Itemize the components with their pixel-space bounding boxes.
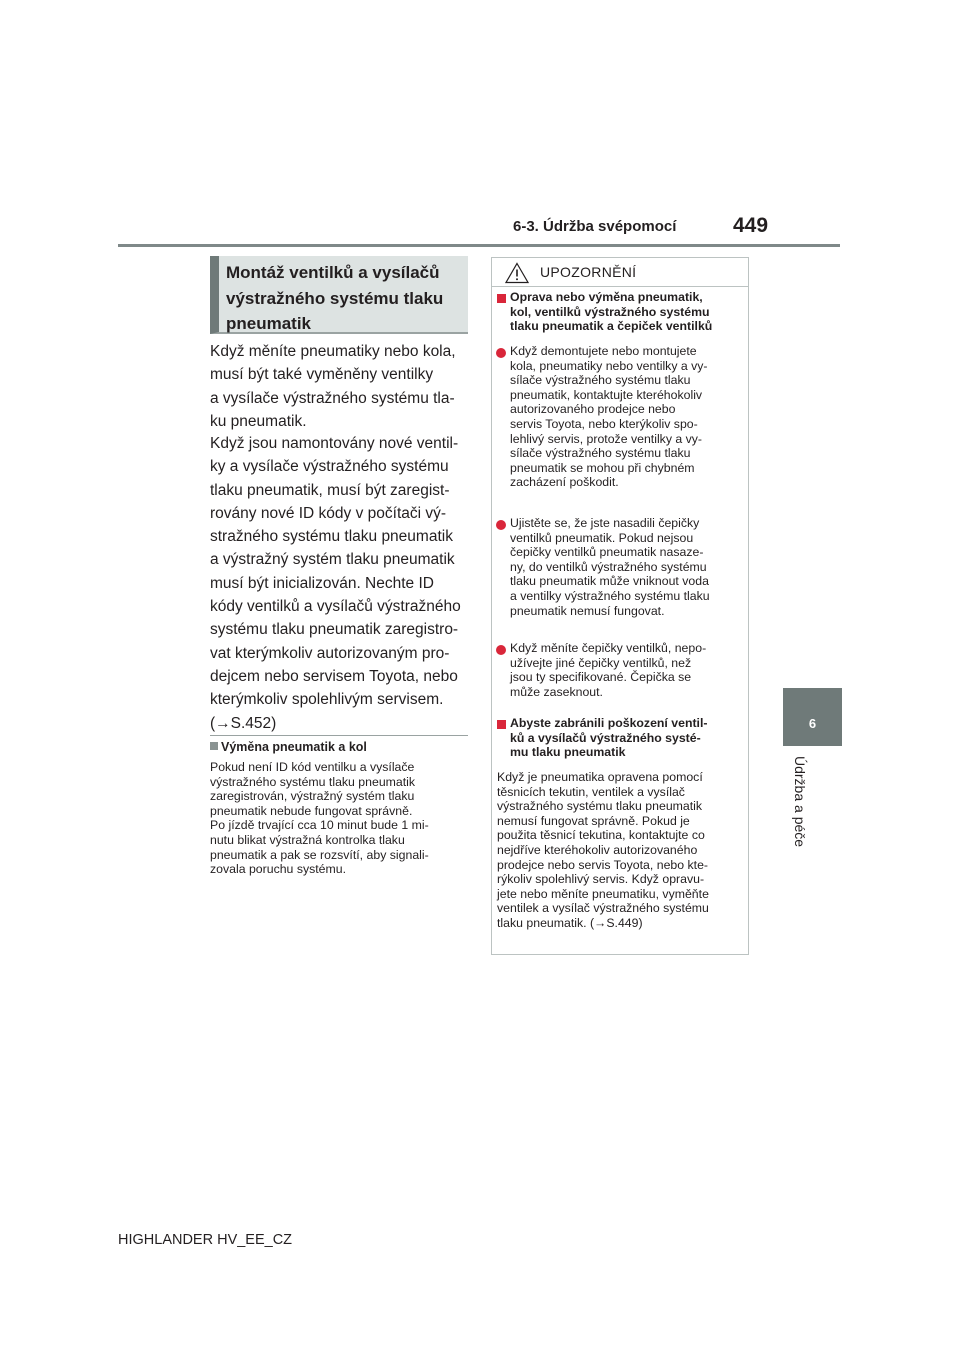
text-line: kol, ventilků výstražného systému (510, 304, 710, 319)
text-line: může zaseknout. (510, 684, 603, 699)
text-line: užívejte jiné čepičky ventilků, než (510, 655, 692, 670)
text-line: Když jsou namontovány nové ventil- (210, 435, 459, 452)
text-line: jete nebo měníte pneumatiku, vyměňte (497, 886, 709, 901)
registration-paragraph (210, 432, 461, 735)
text-line: zovala poruchu systému. (210, 862, 347, 877)
text-line: kódy ventilků a vysílačů výstražného (210, 598, 461, 616)
text-line: zaregistrován, výstražný systém tlaku (210, 789, 415, 804)
text-line: pneumatik nebude fungovat správně. (210, 803, 413, 818)
text-line: servis Toyota, nebo kterýkoliv spo- (510, 416, 698, 431)
text-line: ny, do ventilků výstražného systému (510, 559, 707, 574)
text-line: tlaku pneumatik, musí být zaregist- (210, 481, 450, 499)
text-line: Když demontujete nebo montujete (510, 344, 697, 358)
red-dot-bullet-icon (496, 348, 506, 358)
text-line: dejcem nebo servisem Toyota, nebo (210, 667, 458, 685)
warning-item (510, 516, 710, 618)
chapter-tab[interactable] (783, 688, 842, 746)
text-line: ventilků pneumatik. Pokud nejsou (510, 530, 694, 545)
text-line: systému tlaku pneumatik zaregistro- (210, 621, 459, 639)
text-line: a vysílače výstražného systému tla- (210, 389, 455, 407)
red-dot-bullet-icon (496, 645, 506, 655)
text-line: nutu blikat výstražná kontrolka tlaku (210, 832, 405, 847)
text-line: pneumatik a pak se rozsvítí, aby signali- (210, 847, 429, 862)
heading-line: Montáž ventilků a vysílačů (226, 263, 440, 282)
page-number: 449 (733, 214, 769, 237)
text-line: ky a vysílače výstražného systému (210, 458, 449, 476)
text-line: Když měníte pneumatiky nebo kola, (210, 343, 456, 360)
text-line: vat kterýmkoliv autorizovaným pro- (210, 644, 450, 662)
heading-line: pneumatik (226, 314, 312, 333)
text-line: musí být inicializován. Nechte ID (210, 574, 434, 592)
text-line: tlaku pneumatik a čepiček ventilků (510, 319, 713, 334)
red-square-bullet-icon (497, 294, 506, 303)
text-line: ků a vysílačů výstražného systé- (510, 730, 701, 745)
text-line: stražného systému tlaku pneumatik (210, 528, 453, 546)
text-line: ku pneumatik. (210, 412, 307, 430)
text-line: kterýmkoliv spolehlivým servisem. (210, 691, 444, 709)
text-line: Ujistěte se, že jste nasadili čepičky (510, 516, 700, 530)
text-line: kola, pneumatiky nebo ventilky a vy- (510, 358, 708, 373)
text-line: lehlivý servis, protože ventilky a vy- (510, 431, 703, 446)
text-line: autorizovaného prodejce nebo (510, 402, 676, 417)
text-line: Když je pneumatika opravena pomocí (497, 770, 703, 784)
warning-item (510, 641, 706, 699)
section-title: 6-3. Údržba svépomocí (513, 218, 677, 235)
warning-section-heading (510, 716, 707, 760)
divider (210, 735, 468, 736)
text-line: pneumatik se mohou při chybném (510, 460, 695, 475)
sub-heading (210, 740, 367, 754)
text-line: Abyste zabránili poškození ventil- (510, 716, 708, 730)
chapter-number: 6 (808, 716, 817, 731)
sub-heading-text: Výměna pneumatik a kol (221, 740, 367, 754)
text-line: Pokud není ID kód ventilku a vysílače (210, 760, 415, 774)
warning-title: UPOZORNĚNÍ (540, 264, 637, 280)
footer-model: HIGHLANDER HV_EE_CZ (118, 1232, 293, 1248)
warning-item (510, 344, 708, 490)
red-square-bullet-icon (497, 720, 506, 729)
text-line: jsou ty specifikované. Čepička se (510, 670, 692, 685)
text-line: tlaku pneumatik může vniknout voda (510, 574, 709, 589)
warning-section-heading (510, 290, 712, 334)
warning-section-body (497, 770, 709, 931)
text-line: pneumatik, kontaktujte kteréhokoliv (510, 387, 703, 402)
text-line: mu tlaku pneumatik (510, 745, 626, 760)
text-line: ventilek a vysílač výstražného systému (497, 901, 709, 916)
text-line: použita těsnicí tekutina, kontaktujte co (497, 828, 705, 843)
text-line: nemusí fungovat správně. Pokud je (497, 813, 690, 828)
text-line: prodejce nebo servis Toyota, nebo kte- (497, 857, 708, 872)
text-line: těsnicích tekutin, ventilek a vysílač (497, 784, 685, 799)
text-line: Oprava nebo výměna pneumatik, (510, 290, 703, 304)
text-line: zacházení poškodit. (510, 475, 619, 490)
text-line: sílače výstražného systému tlaku (510, 446, 691, 461)
warning-triangle-icon (505, 262, 529, 289)
text-line: pneumatik nemusí fungovat. (510, 603, 665, 618)
sub-body (210, 760, 429, 877)
section-heading (210, 256, 468, 334)
text-line: rýkoliv spolehlivý servis. Když opravu- (497, 872, 705, 887)
text-line: výstražného systému tlaku pneumatik (210, 774, 416, 789)
intro-paragraph (210, 340, 456, 433)
text-line: Když měníte čepičky ventilků, nepo- (510, 641, 707, 655)
heading-line: výstražného systému tlaku (226, 288, 444, 308)
text-line: čepičky ventilků pneumatik nasaze- (510, 545, 704, 560)
page-reference-link[interactable]: (→S.452) (210, 714, 277, 732)
text-line: Po jízdě trvající cca 10 minut bude 1 mi- (210, 818, 429, 833)
page-reference-link[interactable]: tlaku pneumatik. (→S.449) (497, 915, 643, 930)
text-line: a ventilky výstražného systému tlaku (510, 588, 710, 603)
text-line: nejdříve kteréhokoliv autorizovaného (497, 842, 698, 857)
header-rule (118, 244, 840, 247)
chapter-title: Údržba a péče (792, 756, 808, 848)
red-dot-bullet-icon (496, 520, 506, 530)
text-line: sílače výstražného systému tlaku (510, 373, 691, 388)
square-bullet-icon (210, 742, 218, 750)
text-line: výstražného systému tlaku pneumatik (497, 799, 703, 814)
text-line: rovány nové ID kódy v počítači vý- (210, 504, 447, 522)
text-line: a výstražný systém tlaku pneumatik (210, 551, 455, 569)
text-line: musí být také vyměněny ventilky (210, 366, 434, 384)
